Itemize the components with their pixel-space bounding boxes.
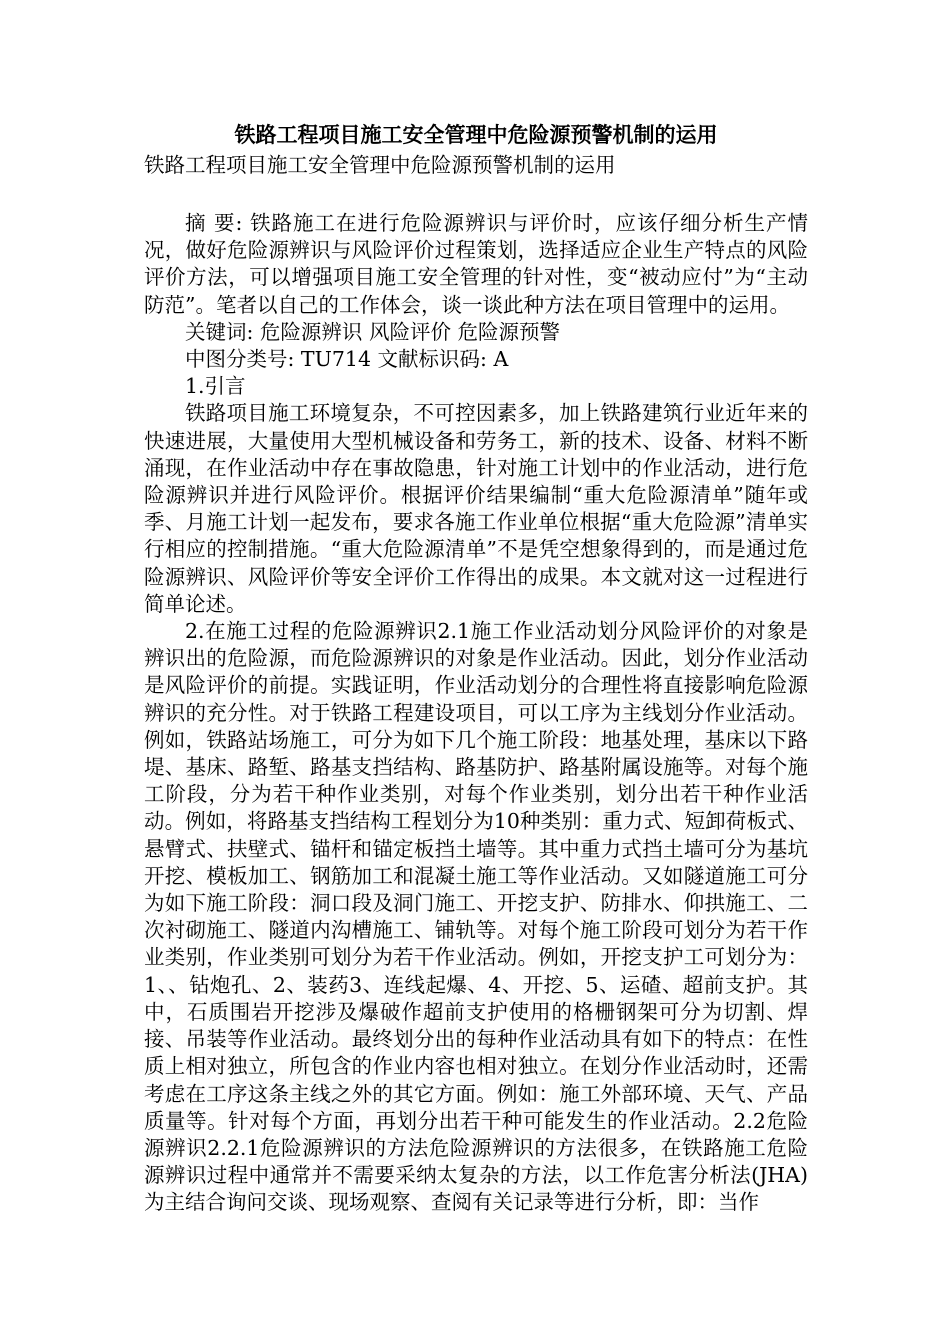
document-title: 铁路工程项目施工安全管理中危险源预警机制的运用	[234, 123, 718, 147]
classification-line: 中图分类号: TU714 文献标识码: A	[185, 347, 509, 372]
document-body	[144, 120, 808, 1217]
introduction-paragraph: 铁路项目施工环境复杂，不可控因素多，加上铁路建筑行业近年来的快速进展，大量使用大型机械设备和劳务工，新的技术、设备、材料不断涌现，在作业活动中存在事故隐患，针对施工计划中的作业活动，进行危险源辨识并进行风险评价。根据评价结果编制“重大危险源清单”随年或季、月施工计划一起发布，要求各施工作业单位根据“重大危险源”清单实行相应的控制措施。“重大危险源清单”不是凭空想象得到的，而是通过危险源辨识、风险评价等安全评价工作得出的成果。本文就对这一过程进行简单论述。	[144, 401, 808, 616]
section-heading-introduction: 1.引言	[185, 374, 246, 399]
document-subtitle: 铁路工程项目施工安全管理中危险源预警机制的运用	[144, 153, 616, 177]
abstract-paragraph: 摘 要: 铁路施工在进行危险源辨识与评价时，应该仔细分析生产情况，做好危险源辨识与风险评价过程策划，选择适应企业生产特点的风险评价方法，可以增强项目施工安全管理的针对性，变“被动应付”为“主动防范”。笔者以自己的工作体会，谈一谈此种方法在项目管理中的运用。	[144, 211, 808, 317]
hazard-identification-paragraph: 2.在施工过程的危险源辨识2.1施工作业活动划分风险评价的对象是辨识出的危险源，而危险源辨识的对象是作业活动。因此，划分作业活动是风险评价的前提。实践证明，作业活动划分的合理性将直接影响危险源辨识的充分性。对于铁路工程建设项目，可以工序为主线划分作业活动。例如，铁路站场施工，可分为如下几个施工阶段：地基处理，基床以下路堤、基床、路堑、路基支挡结构、路基防护、路基附属设施等。对每个施工阶段，分为若干种作业类别，对每个作业类别，划分出若干种作业活动。例如，将路基支挡结构工程划分为10种类别：重力式、短卸荷板式、悬臂式、扶壁式、锚杆和锚定板挡土墙等。其中重力式挡土墙可分为基坑开挖、模板加工、钢筋加工和混凝土施工等作业活动。又如隧道施工可分为如下施工阶段：洞口段及洞门施工、开挖支护、防排水、仰拱施工、二次衬砌施工、隧道内沟槽施工、铺轨等。对每个施工阶段可划分为若干作业类别，作业类别可划分为若干作业活动。例如，开挖支护工可划分为：1、、钻炮孔、2、装药3、连线起爆、4、开挖、5、运碴、超前支护。其中，石质围岩开挖涉及爆破作超前支护使用的格栅钢架可分为切割、焊接、吊装等作业活动。最终划分出的每种作业活动具有如下的特点：在性质上相对独立，所包含的作业内容也相对独立。在划分作业活动时，还需考虑在工序这条主线之外的其它方面。例如：施工外部环境、天气、产品质量等。针对每个方面，再划分出若干种可能发生的作业活动。2.2危险源辨识2.2.1危险源辨识的方法危险源辨识的方法很多，在铁路施工危险源辨识过程中通常并不需要采纳太复杂的方法，以工作危害分析法(JHA)为主结合询问交谈、现场观察、查阅有关记录等进行分析，即：当作	[144, 619, 808, 1215]
keywords-line: 关键词: 危险源辨识 风险评价 危险源预警	[185, 319, 560, 344]
